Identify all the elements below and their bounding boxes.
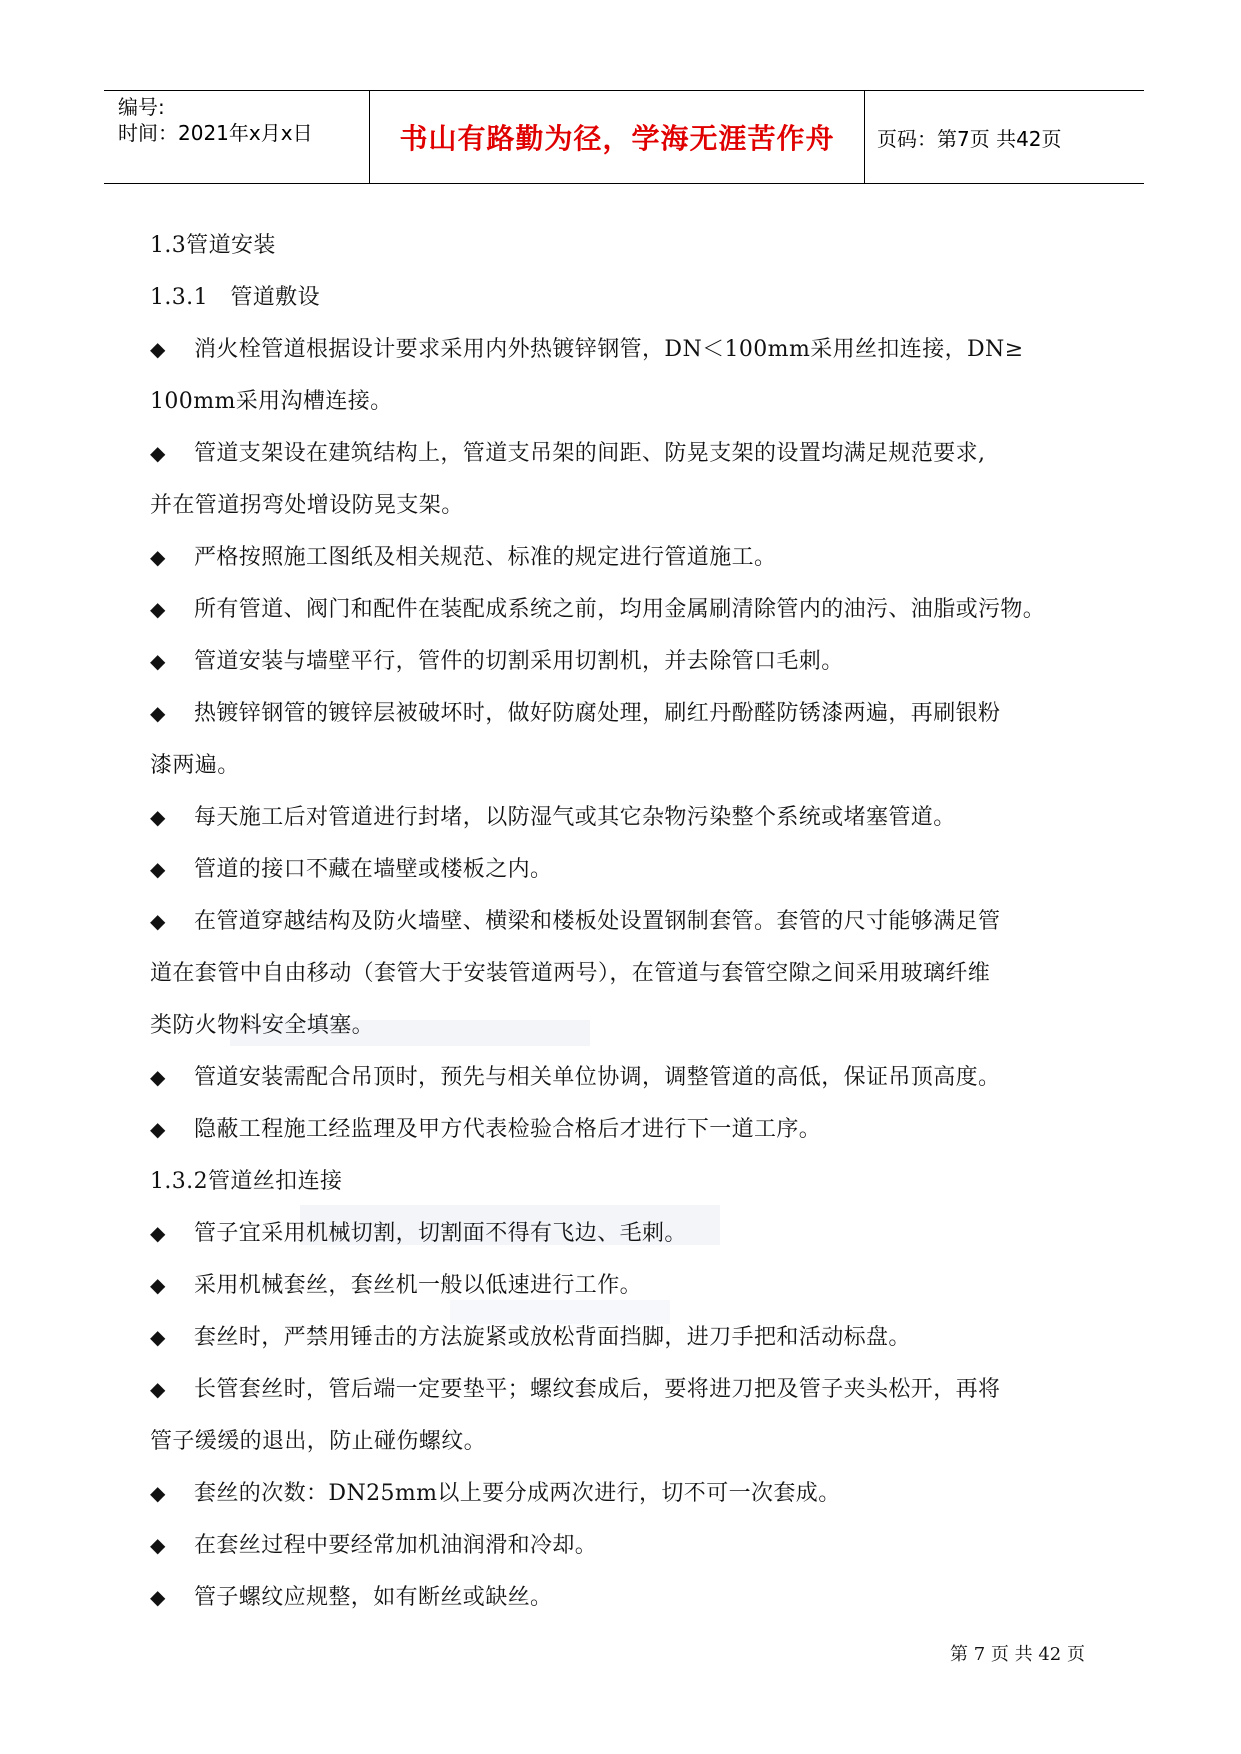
section-heading: 1.3管道安装: [150, 233, 276, 258]
body-line: [150, 540, 776, 571]
body-line: [150, 1164, 342, 1195]
line-text: 消火栓管道根据设计要求采用内外热镀锌钢管，DN＜100mm采用丝扣连接，DN≥: [194, 337, 1024, 362]
body-line: [150, 280, 320, 311]
line-text: 100mm采用沟槽连接。: [150, 389, 393, 414]
body-line: [150, 332, 1024, 363]
body-line: [150, 800, 956, 831]
diamond-bullet-icon: ◆: [150, 1533, 166, 1557]
diamond-bullet-icon: ◆: [150, 337, 166, 361]
line-text: 管子螺纹应规整，如有断丝或缺丝。: [194, 1585, 553, 1610]
body-line: [150, 1580, 552, 1611]
header-page-info: 页码：第7页 共42页: [877, 126, 1062, 151]
body-line: [150, 1060, 1000, 1091]
diamond-bullet-icon: ◆: [150, 1481, 166, 1505]
body-line: [150, 956, 990, 987]
body-line: [150, 592, 1045, 623]
body-line: [150, 1268, 642, 1299]
body-line: [150, 228, 276, 259]
header-page-cell: [865, 91, 1144, 183]
line-text: 管道安装与墙壁平行，管件的切割采用切割机，并去除管口毛刺。: [194, 649, 844, 674]
diamond-bullet-icon: ◆: [150, 857, 166, 881]
line-text: 热镀锌钢管的镀锌层被破坏时，做好防腐处理，刷红丹酚醛防锈漆两遍，再刷银粉: [194, 701, 1001, 726]
line-text: 采用机械套丝，套丝机一般以低速进行工作。: [194, 1273, 643, 1298]
subsection-heading: 1.3.1 管道敷设: [150, 285, 320, 310]
line-text: 严格按照施工图纸及相关规范、标准的规定进行管道施工。: [194, 545, 777, 570]
diamond-bullet-icon: ◆: [150, 1221, 166, 1245]
line-text: 管子缓缓的退出，防止碰伤螺纹。: [150, 1429, 487, 1454]
diamond-bullet-icon: ◆: [150, 441, 166, 465]
line-text: 漆两遍。: [150, 753, 240, 778]
line-text: 隐蔽工程施工经监理及甲方代表检验合格后才进行下一道工序。: [194, 1117, 822, 1142]
document-number-label: 编号:: [118, 95, 165, 119]
diamond-bullet-icon: ◆: [150, 701, 166, 725]
body-line: [150, 488, 464, 519]
page-header: [104, 90, 1144, 184]
header-left-cell: [104, 91, 370, 183]
line-text: 并在管道拐弯处增设防晃支架。: [150, 493, 464, 518]
body-line: [150, 1216, 687, 1247]
body-line: [150, 696, 1000, 727]
body-line: [150, 904, 1000, 935]
body-line: [150, 1320, 911, 1351]
header-motto: 书山有路勤为径，学海无涯苦作舟: [399, 122, 835, 155]
subsection-heading: 1.3.2管道丝扣连接: [150, 1169, 343, 1194]
body-line: [150, 748, 240, 779]
body-line: [150, 1008, 374, 1039]
header-motto-cell: [370, 91, 865, 183]
body-line: [150, 436, 985, 467]
line-text: 管道的接口不藏在墙壁或楼板之内。: [194, 857, 553, 882]
line-text: 在管道穿越结构及防火墙壁、横梁和楼板处设置钢制套管。套管的尺寸能够满足管: [194, 909, 1001, 934]
line-text: 所有管道、阀门和配件在装配成系统之前，均用金属刷清除管内的油污、油脂或污物。: [194, 597, 1046, 622]
body-line: [150, 384, 393, 415]
line-text: 道在套管中自由移动（套管大于安装管道两号），在管道与套管空隙之间采用玻璃纤维: [150, 961, 991, 986]
line-text: 在套丝过程中要经常加机油润滑和冷却。: [194, 1533, 598, 1558]
line-text: 每天施工后对管道进行封堵，以防湿气或其它杂物污染整个系统或堵塞管道。: [194, 805, 956, 830]
diamond-bullet-icon: ◆: [150, 805, 166, 829]
line-text: 类防火物料安全填塞。: [150, 1013, 375, 1038]
line-text: 管道支架设在建筑结构上，管道支吊架的间距、防晃支架的设置均满足规范要求,: [194, 441, 986, 466]
diamond-bullet-icon: ◆: [150, 1273, 166, 1297]
body-line: [150, 1528, 597, 1559]
diamond-bullet-icon: ◆: [150, 1377, 166, 1401]
document-time-label: 时间：2021年x月x日: [118, 121, 313, 145]
body-line: [150, 644, 844, 675]
line-text: 长管套丝时，管后端一定要垫平；螺纹套成后，要将进刀把及管子夹头松开，再将: [194, 1377, 1001, 1402]
line-text: 管道安装需配合吊顶时，预先与相关单位协调，调整管道的高低，保证吊顶高度。: [194, 1065, 1001, 1090]
page-footer: 第 7 页 共 42 页: [950, 1644, 1085, 1665]
diamond-bullet-icon: ◆: [150, 909, 166, 933]
body-line: [150, 852, 552, 883]
line-text: 管子宜采用机械切割，切割面不得有飞边、毛刺。: [194, 1221, 687, 1246]
body-line: [150, 1424, 486, 1455]
diamond-bullet-icon: ◆: [150, 649, 166, 673]
diamond-bullet-icon: ◆: [150, 1585, 166, 1609]
line-text: 套丝时，严禁用锤击的方法旋紧或放松背面挡脚，进刀手把和活动标盘。: [194, 1325, 911, 1350]
diamond-bullet-icon: ◆: [150, 545, 166, 569]
diamond-bullet-icon: ◆: [150, 1325, 166, 1349]
diamond-bullet-icon: ◆: [150, 1065, 166, 1089]
diamond-bullet-icon: ◆: [150, 597, 166, 621]
body-line: [150, 1112, 821, 1143]
body-line: [150, 1372, 1000, 1403]
diamond-bullet-icon: ◆: [150, 1117, 166, 1141]
body-line: [150, 1476, 841, 1507]
line-text: 套丝的次数：DN25mm以上要分成两次进行，切不可一次套成。: [194, 1481, 841, 1506]
